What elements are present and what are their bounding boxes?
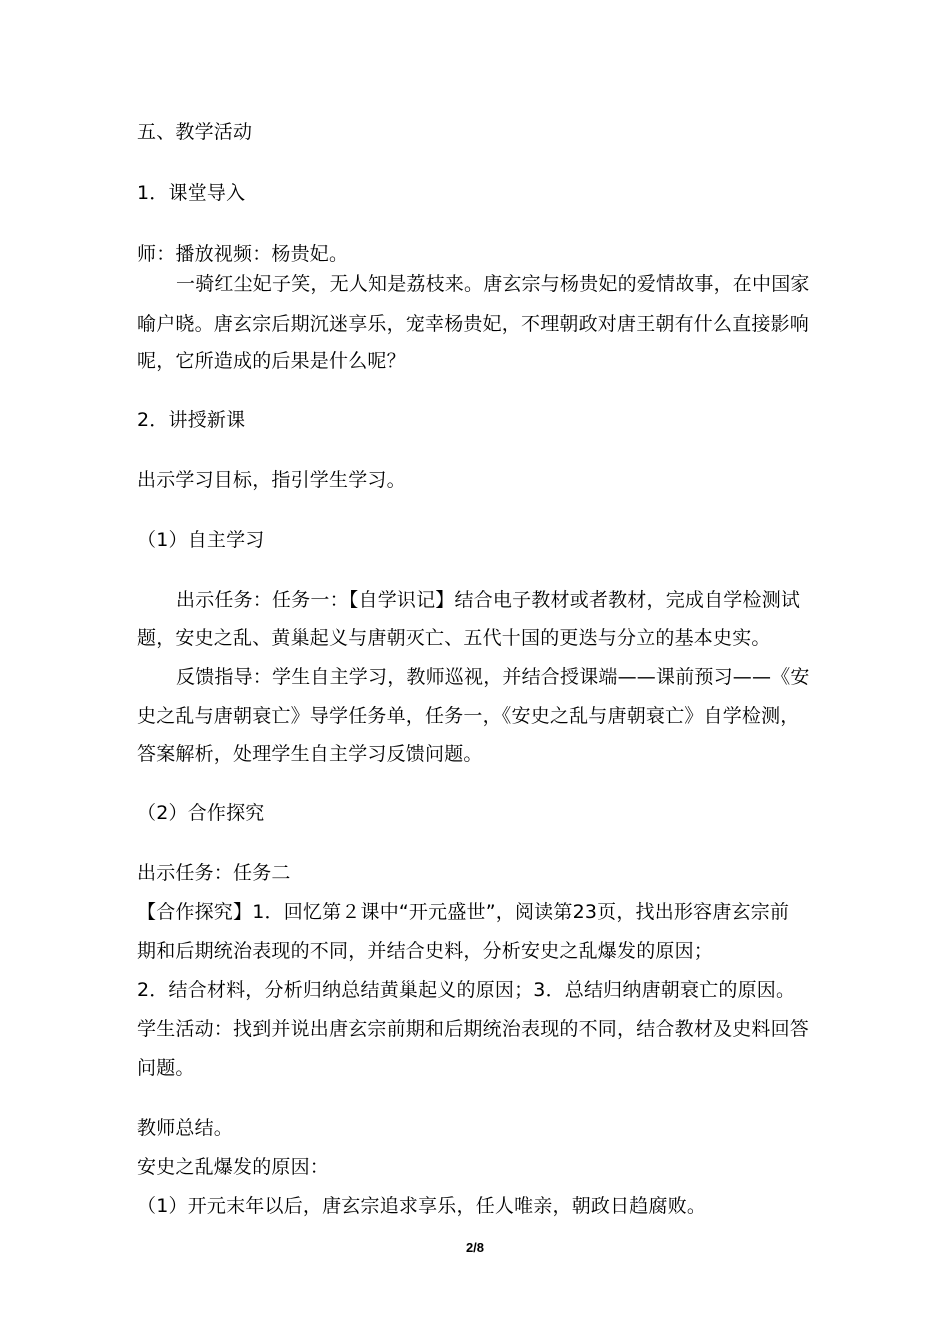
paragraph-line: 教师总结。 [137, 1117, 234, 1139]
paragraph-line: 师：播放视频：杨贵妃。 [137, 243, 349, 265]
paragraph-line: 期和后期统治表现的不同，并结合史料，分析安史之乱爆发的原因； [137, 940, 714, 962]
paragraph-line: 2．结合材料，分析归纳总结黄巢起义的原因；3．总结归纳唐朝衰亡的原因。 [137, 979, 796, 1001]
paragraph-line: 题，安史之乱、黄巢起义与唐朝灭亡、五代十国的更迭与分立的基本史实。 [137, 627, 771, 649]
paragraph-line: 问题。 [137, 1057, 195, 1079]
paragraph-line: 一骑红尘妃子笑，无人知是荔枝来。唐玄宗与杨贵妃的爱情故事，在中国家 [176, 273, 810, 295]
paragraph-line: 出示任务：任务二 [137, 862, 291, 884]
paragraph-line: 反馈指导：学生自主学习，教师巡视，并结合授课端——课前预习——《安 [176, 666, 810, 688]
paragraph-line: 史之乱与唐朝衰亡》导学任务单，任务一，《安史之乱与唐朝衰亡》自学检测， [137, 705, 800, 727]
subsection-heading: （1）自主学习 [137, 529, 265, 551]
paragraph-line: 出示学习目标，指引学生学习。 [137, 469, 406, 491]
paragraph-line: 呢，它所造成的后果是什么呢？ [137, 350, 406, 372]
paragraph-line: （1）开元末年以后，唐玄宗追求享乐，任人唯亲，朝政日趋腐败。 [137, 1195, 707, 1217]
paragraph-line: 出示任务：任务一：【自学识记】结合电子教材或者教材，完成自学检测试 [176, 589, 801, 611]
subsection-heading: （2）合作探究 [137, 802, 265, 824]
paragraph-line: 安史之乱爆发的原因： [137, 1156, 330, 1178]
paragraph-line: 喻户晓。唐玄宗后期沉迷享乐，宠幸杨贵妃，不理朝政对唐王朝有什么直接影响 [137, 313, 810, 335]
paragraph-line: 学生活动：找到并说出唐玄宗前期和后期统治表现的不同，结合教材及史料回答 [137, 1018, 810, 1040]
subsection-heading: 1．课堂导入 [137, 182, 246, 204]
page-number: 2/8 [465, 1240, 485, 1255]
paragraph-line: 答案解析，处理学生自主学习反馈问题。 [137, 743, 483, 765]
section-heading: 五、教学活动 [137, 121, 253, 143]
subsection-heading: 2．讲授新课 [137, 409, 246, 431]
paragraph-line: 【合作探究】1．回忆第２课中“开元盛世”，阅读第23页，找出形容唐玄宗前 [137, 901, 790, 923]
